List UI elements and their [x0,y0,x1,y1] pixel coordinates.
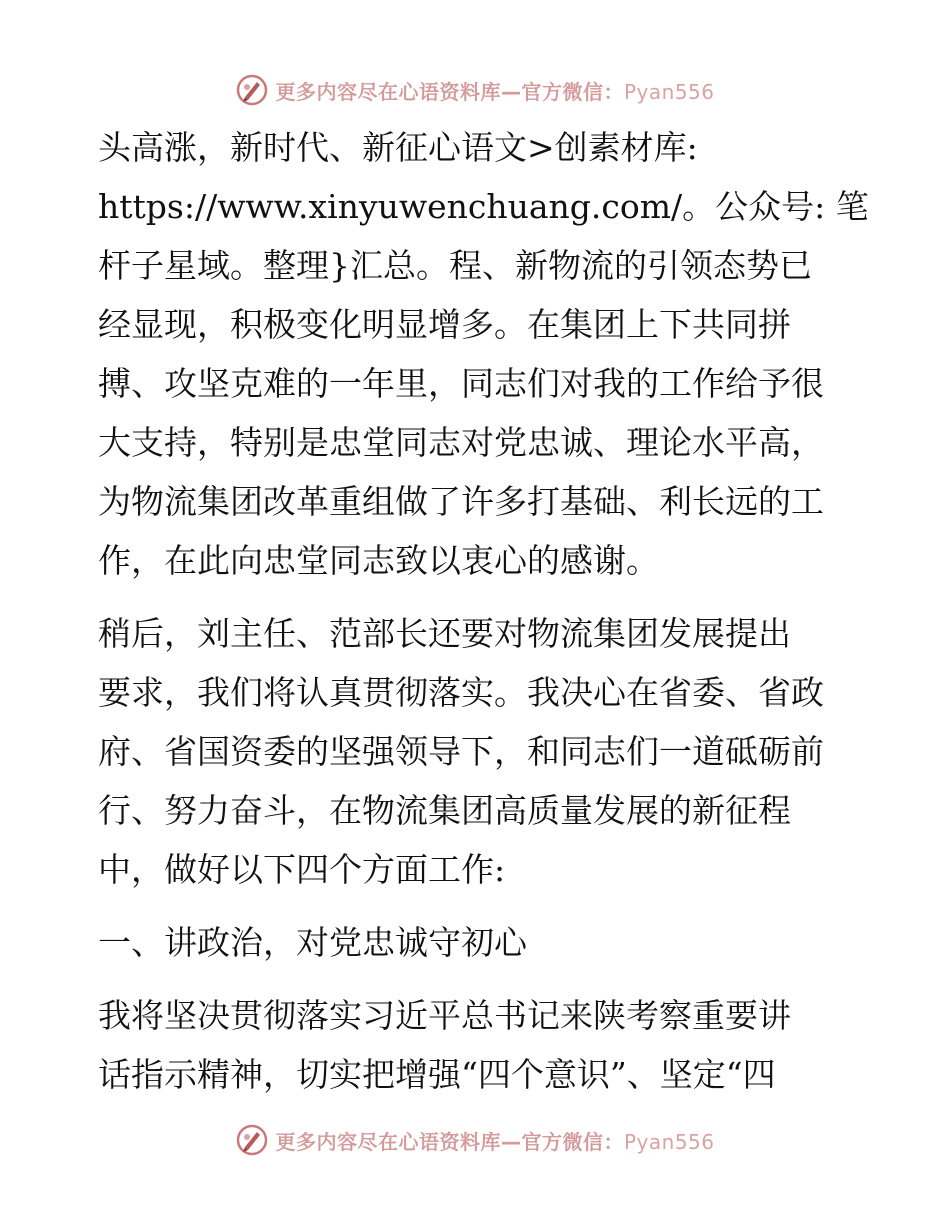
text-line: 大支持，特别是忠堂同志对党忠诚、理论水平高， [98,423,824,462]
text-line: 搏、攻坚克难的一年里，同志们对我的工作给予很 [98,364,824,403]
watermark-text-cn: 更多内容尽在心语资料库—官方微信： [275,79,624,104]
text-line: 话指示精神，切实把增强“四个意识”、坚定“四 [98,1055,776,1094]
heading-line: 一、讲政治，对党忠诚守初心 [98,923,527,962]
text-line: 为物流集团改革重组做了许多打基础、利长远的工 [98,482,824,521]
section-heading-1 [98,913,858,972]
paragraph-3 [98,986,858,1104]
text-line: 杆子星域。整理}汇总。程、新物流的引领态势已 [98,246,812,285]
watermark-wechat-id: Pyan556 [623,79,715,104]
text-line: 头高涨，新时代、新征心语文>创素材库: [98,128,698,167]
text-line: 我将坚决贯彻落实习近平总书记来陕考察重要讲 [98,996,791,1035]
text-line: 行、努力奋斗，在物流集团高质量发展的新征程 [98,791,791,830]
paragraph-2 [98,604,858,899]
document-body [98,118,869,1104]
pen-logo-icon [235,1123,269,1157]
text-line: 要求，我们将认真贯彻落实。我决心在省委、省政 [98,673,824,712]
footer-watermark [0,1120,950,1160]
text-line: 稍后，刘主任、范部长还要对物流集团发展提出 [98,614,791,653]
pen-logo-icon [235,73,269,107]
text-line: 中，做好以下四个方面工作: [98,850,506,889]
watermark-wechat-id: Pyan556 [623,1129,715,1154]
text-line: 府、省国资委的坚强领导下，和同志们一道砥砺前 [98,732,824,771]
header-watermark [0,70,950,110]
watermark-text [275,76,714,105]
text-line: https://www.xinyuwenchuang.com/。公众号: 笔 [98,187,869,226]
text-line: 经显现，积极变化明显增多。在集团上下共同拼 [98,305,791,344]
paragraph-1 [98,118,869,590]
watermark-text-cn: 更多内容尽在心语资料库—官方微信： [275,1129,624,1154]
watermark-text [275,1126,714,1155]
text-line: 作，在此向忠堂同志致以衷心的感谢。 [98,541,659,580]
